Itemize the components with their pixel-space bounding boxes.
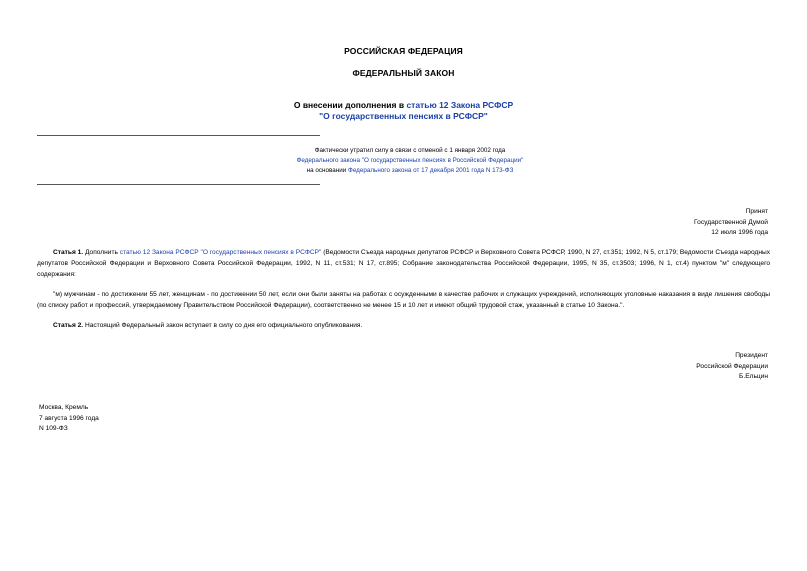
adoption-line1: Принят [745, 208, 768, 215]
signature-line1: Президент [735, 352, 768, 359]
article-2-text: Настоящий Федеральный закон вступает в силу со дня его официального опубликования. [83, 322, 363, 329]
status-note [180, 146, 640, 176]
article-1-label: Статья 1. [53, 249, 84, 256]
place-line3: N 109-ФЗ [39, 425, 68, 432]
adoption-line3: 12 июля 1996 года [711, 229, 768, 236]
adoption-block [694, 207, 768, 239]
divider-bottom [37, 184, 320, 185]
signature-block [696, 351, 768, 383]
article-1-quote: "м) мужчинам - по достижении 55 лет, женщинам - по достижении 50 лет, если они были заняты на работах с осужденными в качестве рабочих и служащих учреждений, исполняющих уголовные наказания в виде лишения свободы (по списку работ и профессий, утверждаемому Правительством Российской Федерации), соответственно не менее 15 и 10 лет и имеют общий трудовой стаж, указанный в статье 10 Закона.". [37, 291, 770, 309]
article-1-text-before: Дополнить [83, 249, 120, 256]
place-block [39, 403, 99, 435]
status-note-line1: Фактически утратил силу в связи с отменой с 1 января 2002 года [314, 147, 506, 154]
header-country: РОССИЙСКАЯ ФЕДЕРАЦИЯ [344, 46, 463, 56]
place-line2: 7 августа 1996 года [39, 414, 99, 422]
title-link-pension-law[interactable]: "О государственных пенсиях в РСФСР" [319, 111, 488, 121]
article-1-link[interactable]: статью 12 Закона РСФСР "О государственных пенсиях в РСФСР" [119, 249, 322, 256]
adoption-line2: Государственной Думой [694, 218, 768, 226]
header-doc-type: ФЕДЕРАЛЬНЫЙ ЗАКОН [352, 68, 455, 78]
article-1-text-after: (Ведомости Съезда народных депутатов РСФСР и Верховного Совета РСФСР, 1990, N 27, ст.351; 1992, N 5, ст.179; Ведомости Съезда народных депутатов Российской Федерации и Верховного Совета Российской Федерации, 1992, N 11, ст.531; N 17, ст.895; Собрание законодательства Российской Федерации, 1995, N 35, ст.3503; 1996, N 1, ст.4) пунктом "м" следующего содержания: [37, 249, 770, 278]
article-2 [37, 320, 770, 331]
article-2-label: Статья 2. [53, 322, 84, 329]
status-note-prefix: на основании [306, 167, 349, 174]
status-note-link-173-fz[interactable]: Федерального закона от 17 декабря 2001 года N 173-ФЗ [348, 167, 514, 174]
article-1 [37, 247, 770, 280]
status-note-link-federal-law[interactable]: Федерального закона "О государственных пенсиях в Российской Федерации" [296, 157, 524, 164]
document-title [0, 100, 807, 122]
title-link-article-12[interactable]: статью 12 Закона РСФСР [406, 100, 514, 110]
divider-top [37, 135, 320, 136]
signature-line2: Российской Федерации [696, 362, 768, 370]
place-line1: Москва, Кремль [39, 404, 89, 411]
title-prefix: О внесении дополнения в [293, 100, 407, 110]
signature-line3: Б.Ельцин [739, 373, 768, 380]
